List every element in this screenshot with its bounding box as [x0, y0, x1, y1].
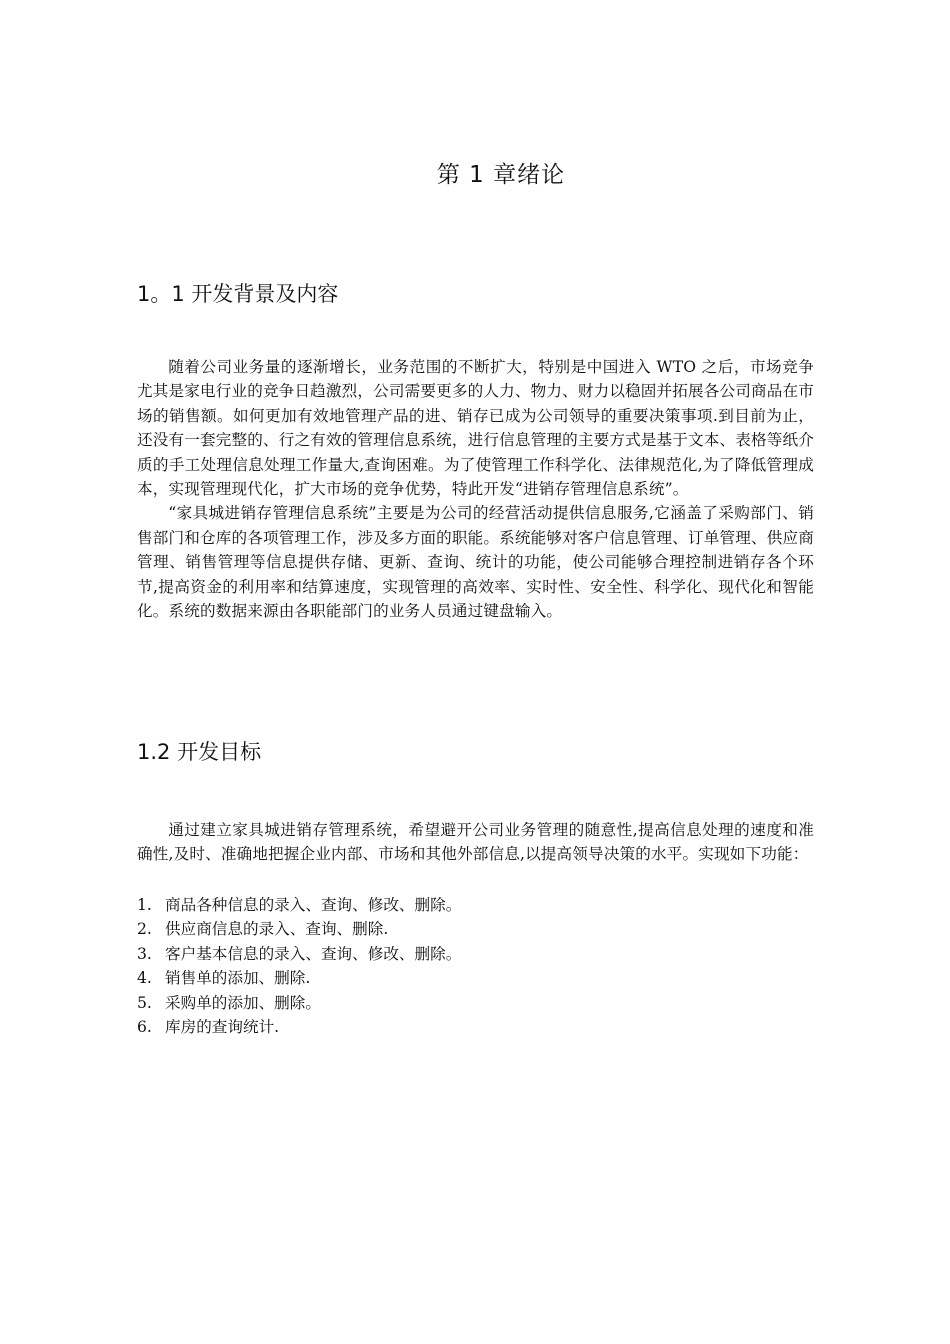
chapter-title: 第 1 章绪论	[436, 162, 566, 188]
list-item-number: 2.	[137, 920, 152, 939]
list-item-number: 6.	[137, 1018, 152, 1037]
section-background-body	[137, 355, 814, 623]
list-item	[137, 966, 814, 990]
list-item-text: 客户基本信息的录入、查询、修改、删除。	[165, 944, 462, 963]
list-item-text: 采购单的添加、删除。	[165, 993, 321, 1012]
list-item-text: 销售单的添加、删除.	[165, 969, 311, 988]
function-list	[137, 893, 814, 1039]
paragraph: 通过建立家具城进销存管理系统，希望避开公司业务管理的随意性,提高信息处理的速度和准确性,及时、准确地把握企业内部、市场和其他外部信息,以提高领导决策的水平。实现如下功能：	[137, 821, 814, 864]
list-item-text: 库房的查询统计.	[165, 1018, 280, 1037]
list-item	[137, 893, 814, 917]
list-item-number: 1.	[137, 896, 152, 914]
list-item	[137, 917, 814, 941]
list-item-text: 供应商信息的录入、查询、删除.	[165, 920, 389, 939]
paragraph: “家具城进销存管理信息系统”主要是为公司的经营活动提供信息服务,它涵盖了采购部门、销售部门和仓库的各项管理工作，涉及多方面的职能。系统能够对客户信息管理、订单管理、供应商管理、销售管理等信息提供存储、更新、查询、统计的功能，使公司能够合理控制进销存各个环节,提高资金的利用率和结算速度，实现管理的高效率、实时性、安全性、科学化、现代化和智能化。系统的数据来源由各职能部门的业务人员通过键盘输入。	[137, 504, 814, 621]
list-item	[137, 942, 814, 966]
list-item-text: 商品各种信息的录入、查询、修改、删除。	[165, 896, 462, 914]
list-item-number: 4.	[137, 969, 152, 988]
list-item	[137, 991, 814, 1015]
list-item	[137, 1015, 814, 1039]
section-heading-background: 1。1 开发背景及内容	[137, 282, 339, 306]
list-item-number: 5.	[137, 993, 152, 1012]
list-item-number: 3.	[137, 944, 152, 963]
section-goals-body	[137, 818, 814, 867]
section-heading-goals: 1.2 开发目标	[137, 740, 262, 764]
paragraph: 随着公司业务量的逐渐增长，业务范围的不断扩大，特别是中国进入 WTO 之后，市场竞争尤其是家电行业的竞争日趋激烈，公司需要更多的人力、物力、财力以稳固并拓展各公司商品在市场的销售额。如何更加有效地管理产品的进、销存已成为公司领导的重要决策事项.到目前为止，还没有一套完整的、行之有效的管理信息系统，进行信息管理的主要方式是基于文本、表格等纸介质的手工处理信息处理工作量大,查询困难。为了使管理工作科学化、法律规范化,为了降低管理成本，实现管理现代化，扩大市场的竞争优势，特此开发“进销存管理信息系统”。	[137, 358, 814, 499]
